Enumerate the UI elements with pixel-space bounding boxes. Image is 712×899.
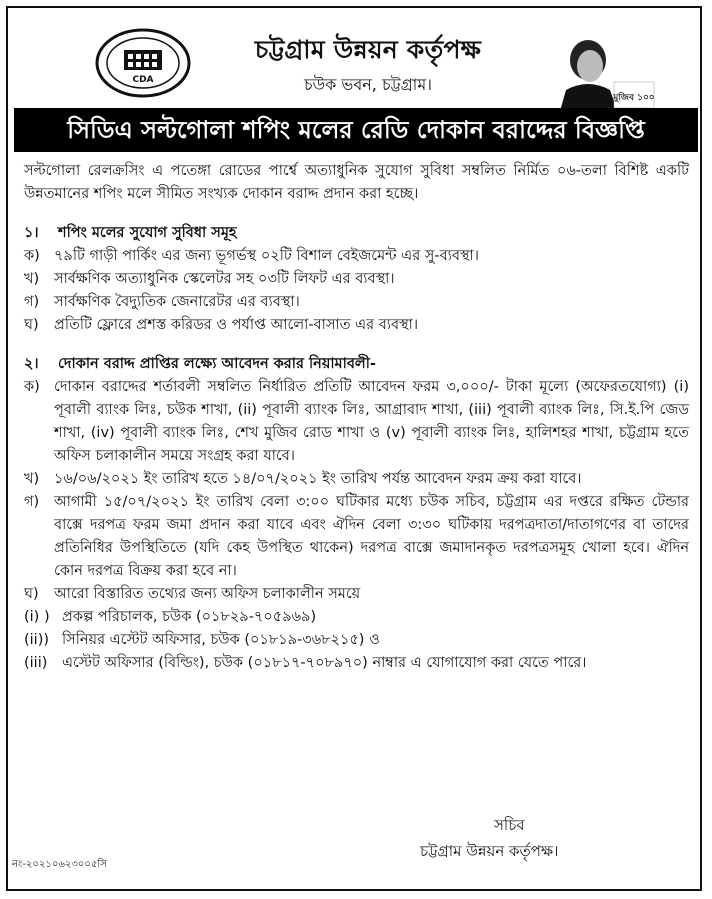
list-item [24,583,689,606]
portrait-badge: মুজিব ১০০ [613,93,655,103]
item-label: গ) [24,494,40,510]
item-label: ঘ) [24,586,39,602]
section1-heading [24,222,689,245]
org-address: চউক ভবন, চট্টগ্রাম। [304,75,432,94]
list-item [24,376,689,468]
item-text: আরো বিস্তারিত তথ্যের জন্য অফিস চলাকালীন সময়ে [54,586,361,602]
list-item [24,245,689,268]
notice-body [24,160,689,675]
item-text: ৭৯টি গাড়ী পার্কিং এর জন্য ভূগর্ভস্থ ০২টি বিশাল বেইজমেন্ট এর সু-ব্যবস্থা। [54,248,479,264]
section2-number: ২। [24,356,39,372]
intro-paragraph: সল্টগোলা রেলক্রসিং এ পতেঙ্গা রোডের পার্শ্বে অত্যাধুনিক সুযোগ সুবিধা সম্বলিত নির্মিত ০৬-তলা বিশিষ্ট একটি উন্নতমানের শপিং মলে সীমিত সংখ্যক দোকান বরাদ্দ প্রদান করা হচ্ছে। [24,163,689,202]
contact-text: এস্টেট অফিসার (বিল্ডিং), চউক (০১৮১৭-৭০৮৯৭০) নাম্বার এ যোগাযোগ করা যেতে পারে। [62,655,587,671]
item-label: খ) [24,471,40,487]
portrait-image [548,32,658,118]
logo-text: CDA [132,75,154,85]
contact-label: (i) ) [24,609,50,625]
signature-org: চট্টগ্রাম উন্নয়ন কর্তৃপক্ষ। [420,842,559,860]
item-text: দোকান বরাদ্দের শর্তাবলী সম্বলিত নির্ধারিত প্রতিটি আবেদন ফরম ৩,০০০/- টাকা মূল্যে (অফেরতযোগ্য) (i) পূবালী ব্যাংক লিঃ, চউক শাখা, (ii) পূবালী ব্যাংক লিঃ, আগ্রাবাদ শাখা, (iii) পূবালী ব্যাংক লিঃ, সি.ই.পি জেড শাখা, (iv) পূবালী ব্যাংক লিঃ, শেখ মুজিব রোড শাখা ও (v) পূবালী ব্যাংক লিঃ, হালিশহর শাখা, চট্টগ্রাম হতে অফিস চলাকালীন সময়ে সংগ্রহ করা যাবে। [54,379,689,464]
signature-block [420,812,620,864]
item-label: ক) [24,248,40,264]
contact-item [24,629,689,652]
item-text: আগামী ১৫/০৭/২০২১ ইং তারিখ বেলা ৩:০০ ঘটিকার মধ্যে চউক সচিব, চট্টগ্রাম এর দপ্তরে রক্ষিত টেন্ডার বাক্সে দরপত্র ফরম জমা প্রদান করা যাবে এবং ঐদিন বেলা ৩:৩০ ঘটিকায় দরপত্রদাতা/দাতাগণের বা তাদের প্রতিনিধির উপস্থিতিতে (যদি কেহ উপস্থিত থাকেন) দরপত্র বাক্সে জমাদানকৃত দরপত্রসমূহ খোলা হবে। ঐদিন কোন দরপত্র বিক্রয় করা হবে না। [54,494,689,579]
contact-item [24,606,689,629]
item-label: ঘ) [24,317,39,333]
item-text: সার্বক্ষণিক বৈদ্যুতিক জেনারেটর এর ব্যবস্থা। [54,294,300,310]
cda-logo [94,28,192,98]
section1-title: শপিং মলের সুযোগ সুবিধা সমূহ [58,225,237,241]
section2-heading [24,353,689,376]
contact-label: (ii)) [24,632,50,648]
list-item [24,491,689,583]
item-label: খ) [24,271,40,287]
item-text: প্রতিটি ফ্লোরে প্রশস্ত করিডর ও পর্যাপ্ত আলো-বাসাত এর ব্যবস্থা। [54,317,419,333]
signature-title: সচিব [494,816,525,834]
contact-item [24,652,689,675]
list-item [24,268,689,291]
contact-label: (iii) [24,655,48,671]
item-text: সার্বক্ষণিক অত্যাধুনিক স্কেলেটর সহ ০৩টি লিফট এর ব্যবস্থা। [54,271,395,287]
list-item [24,314,689,337]
section2-title: দোকান বরাদ্দ প্রাপ্তির লক্ষ্যে আবেদন করার নিয়ামাবলী- [58,356,376,372]
reference-number: নং-২০২১০৬২৩০০৫সি [12,859,107,870]
contact-text: প্রকল্প পরিচালক, চউক (০১৮২৯-৭০৫৯৬৯) [62,609,317,625]
org-name: চট্টগ্রাম উন্নয়ন কর্তৃপক্ষ [254,35,482,64]
item-text: ১৬/০৬/২০২১ ইং তারিখ হতে ১৪/০৭/২০২১ ইং তারিখ পর্যন্ত আবেদন ফরম ক্রয় করা যাবে। [54,471,582,487]
notice-title: সিডিএ সল্টগোলা শপিং মলের রেডি দোকান বরাদ্দের বিজ্ঞপ্তি [14,108,698,152]
list-item [24,468,689,491]
list-item [24,291,689,314]
section1-number: ১। [24,225,39,241]
header [8,8,700,108]
contact-text: সিনিয়র এস্টেট অফিসার, চউক (০১৮১৯-৩৬৮২১৫) ও [62,632,380,648]
item-label: ক) [24,379,40,395]
item-label: গ) [24,294,40,310]
